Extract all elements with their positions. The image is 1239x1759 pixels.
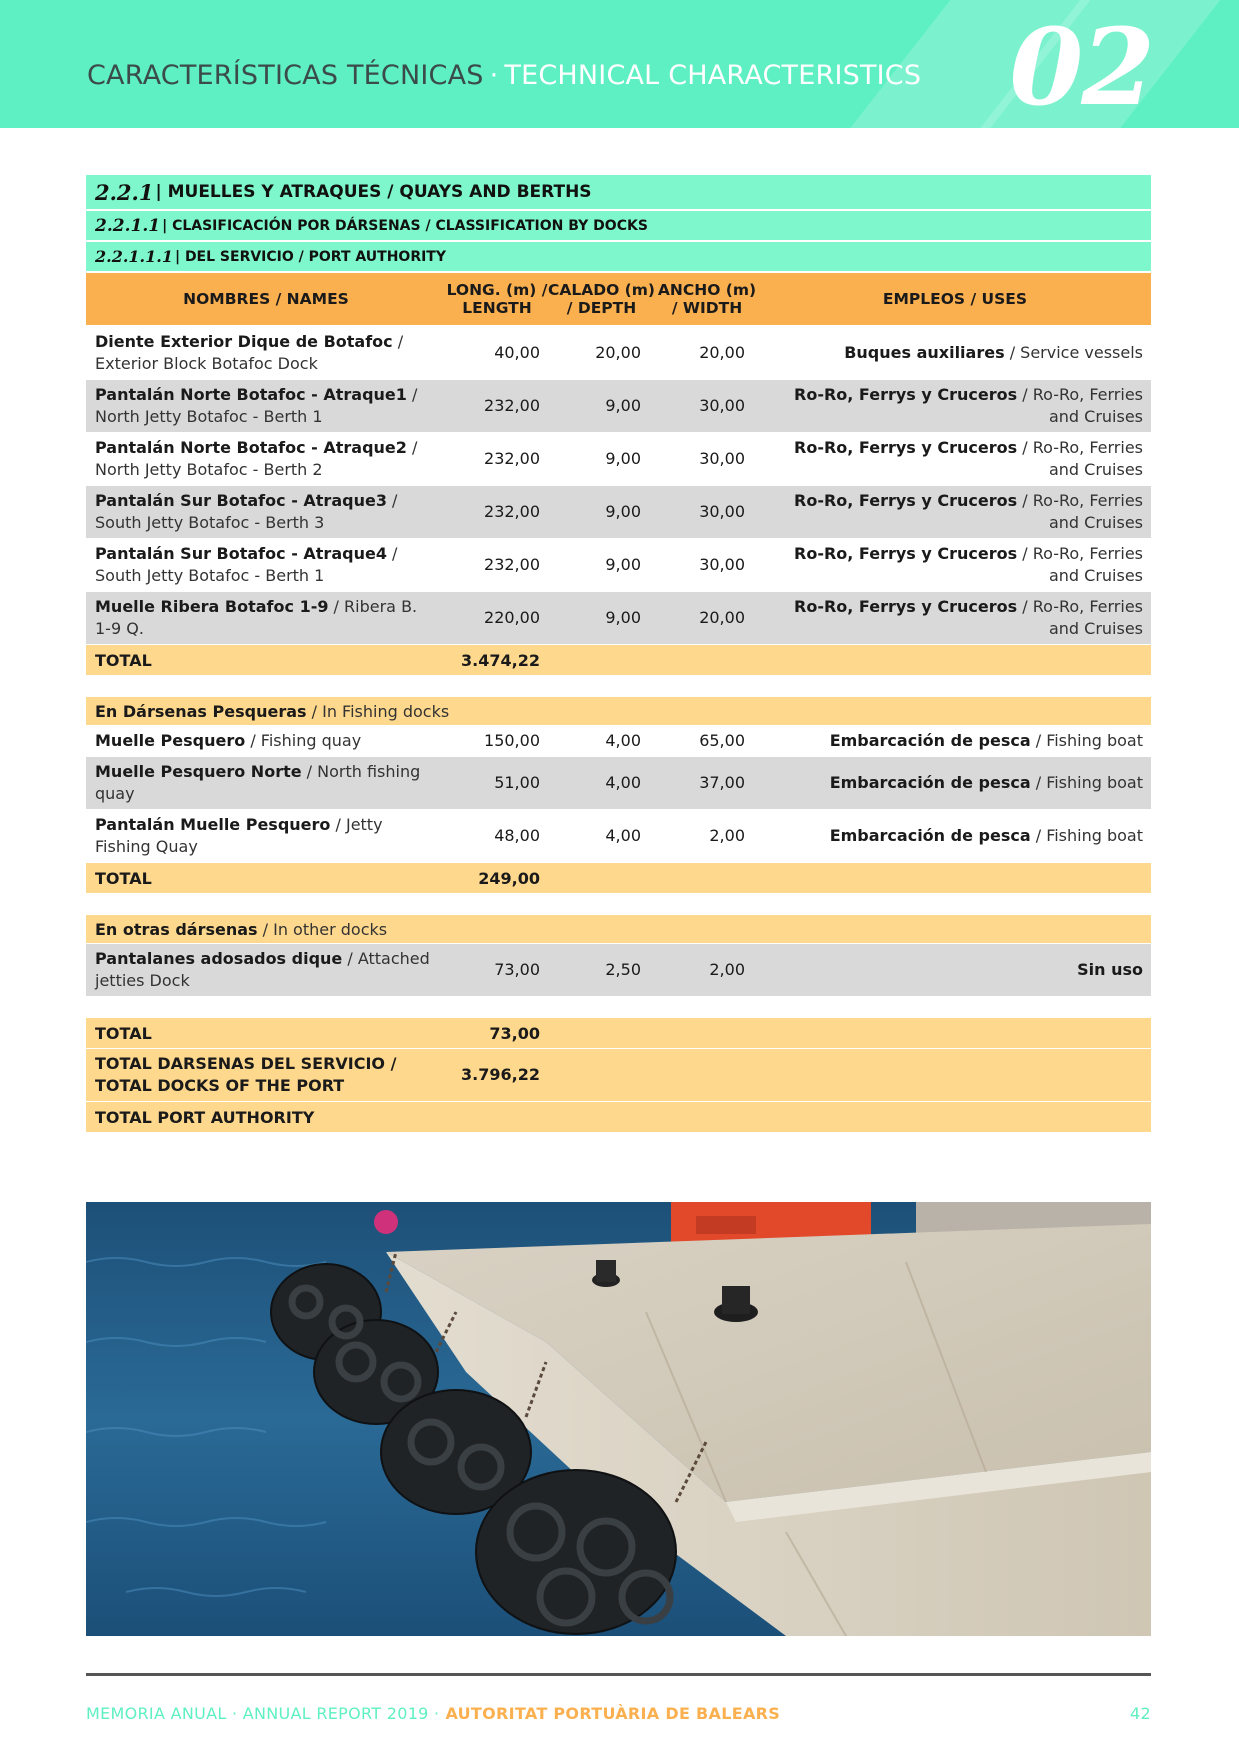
total-port-authority-label: TOTAL PORT AUTHORITY [95,1107,315,1127]
cell-depth: 4,00 [605,731,641,750]
cell-use: Ro-Ro, Ferrys y Cruceros / Ro-Ro, Ferries and Cruises [794,597,1143,638]
cell-width: 30,00 [699,449,745,468]
cell-use: Buques auxiliares / Service vessels [844,343,1143,362]
col-header-width: ANCHO (m) / WIDTH [657,281,757,317]
cell-depth: 9,00 [605,502,641,521]
cell-name: Diente Exterior Dique de Botafoc / Exterior Block Botafoc Dock [95,332,404,373]
cell-depth: 4,00 [605,826,641,845]
table-row [86,757,1151,810]
cell-use: Ro-Ro, Ferrys y Cruceros / Ro-Ro, Ferries and Cruises [794,385,1143,426]
subsection-fishing-docks: En Dársenas Pesqueras / In Fishing docks [86,697,1151,726]
total-row [86,645,1151,676]
cell-name: Pantalán Muelle Pesquero / Jetty Fishing Quay [95,815,383,856]
section-number: 2.2.1 [95,179,154,205]
cell-width: 30,00 [699,555,745,574]
footer-divider [86,1673,1151,1676]
quay-photo-illustration [86,1202,1151,1636]
cell-width: 2,00 [709,826,745,845]
total-value: 73,00 [489,1023,540,1043]
section-number: 2.2.1.1.1 [95,247,173,266]
total-label: TOTAL [95,650,152,670]
cell-width: 37,00 [699,773,745,792]
total-label: TOTAL [95,868,152,888]
total-label: TOTAL [95,1023,152,1043]
footer-organization: AUTORITAT PORTUÀRIA DE BALEARS [445,1704,781,1723]
cell-length: 232,00 [484,555,540,574]
cell-use: Sin uso [1077,960,1143,979]
section-heading-1 [86,175,1151,211]
table-row [86,539,1151,592]
chapter-number: 02 [1009,4,1153,128]
table-row [86,327,1151,380]
cell-width: 20,00 [699,343,745,362]
col-header-depth: CALADO (m) / DEPTH [548,281,656,317]
section-label: | CLASIFICACIÓN POR DÁRSENAS / CLASSIFICATION BY DOCKS [162,217,648,234]
cell-length: 73,00 [494,960,540,979]
table-header-row [86,273,1151,327]
cell-width: 2,00 [709,960,745,979]
page-number: 42 [1130,1704,1151,1723]
cell-use: Ro-Ro, Ferrys y Cruceros / Ro-Ro, Ferries and Cruises [794,438,1143,479]
title-separator: · [489,60,499,91]
total-row [86,1018,1151,1049]
section-label: | MUELLES Y ATRAQUES / QUAYS AND BERTHS [155,182,592,202]
cell-depth: 2,50 [605,960,641,979]
title-en: TECHNICAL CHARACTERISTICS [504,60,922,91]
grand-total-row [86,1049,1151,1102]
table-row [86,944,1151,997]
cell-name: Muelle Pesquero / Fishing quay [95,731,362,750]
cell-depth: 9,00 [605,608,641,627]
grand-total-value: 3.796,22 [461,1065,540,1084]
cell-name: Muelle Pesquero Norte / North fishing quay [95,762,421,803]
grand-total-label: TOTAL DARSENAS DEL SERVICIO / TOTAL DOCKS OF THE PORT [95,1054,397,1095]
section-number: 2.2.1.1 [95,215,161,236]
cell-width: 30,00 [699,396,745,415]
cell-name: Pantalán Norte Botafoc - Atraque1 / North Jetty Botafoc - Berth 1 [95,385,418,426]
cell-width: 30,00 [699,502,745,521]
table-row [86,592,1151,645]
cell-length: 232,00 [484,396,540,415]
section-heading-2 [86,211,1151,242]
subsection-other-docks: En otras dársenas / In other docks [86,915,1151,944]
cell-length: 48,00 [494,826,540,845]
cell-length: 232,00 [484,449,540,468]
table-row [86,726,1151,757]
cell-use: Ro-Ro, Ferrys y Cruceros / Ro-Ro, Ferries and Cruises [794,491,1143,532]
quay-photo [86,1202,1151,1636]
cell-depth: 4,00 [605,773,641,792]
table-row [86,433,1151,486]
cell-depth: 9,00 [605,396,641,415]
total-row [86,863,1151,894]
total-port-authority-row [86,1102,1151,1133]
table-row [86,380,1151,433]
page-title [87,60,921,91]
cell-depth: 20,00 [595,343,641,362]
cell-use: Embarcación de pesca / Fishing boat [829,773,1143,792]
col-header-length: LONG. (m) / LENGTH [446,281,548,317]
section-heading-3 [86,242,1151,273]
cell-length: 40,00 [494,343,540,362]
cell-name: Pantalán Norte Botafoc - Atraque2 / North Jetty Botafoc - Berth 2 [95,438,418,479]
cell-use: Embarcación de pesca / Fishing boat [829,731,1143,750]
col-header-names: NOMBRES / NAMES [183,290,349,308]
cell-name: Muelle Ribera Botafoc 1-9 / Ribera B. 1-9 Q. [95,597,418,638]
title-es: CARACTERÍSTICAS TÉCNICAS [87,60,484,91]
cell-depth: 9,00 [605,449,641,468]
table-row [86,486,1151,539]
cell-name: Pantalán Sur Botafoc - Atraque3 / South Jetty Botafoc - Berth 3 [95,491,398,532]
page-footer [86,1704,1151,1723]
cell-length: 150,00 [484,731,540,750]
cell-use: Embarcación de pesca / Fishing boat [829,826,1143,845]
berths-table [86,175,1151,1133]
cell-name: Pantalán Sur Botafoc - Atraque4 / South Jetty Botafoc - Berth 1 [95,544,398,585]
cell-use: Ro-Ro, Ferrys y Cruceros / Ro-Ro, Ferries and Cruises [794,544,1143,585]
total-value: 3.474,22 [461,650,540,670]
cell-width: 20,00 [699,608,745,627]
cell-length: 232,00 [484,502,540,521]
cell-width: 65,00 [699,731,745,750]
cell-length: 51,00 [494,773,540,792]
table-row [86,810,1151,863]
col-header-uses: EMPLEOS / USES [882,290,1028,308]
section-label: | DEL SERVICIO / PORT AUTHORITY [174,248,446,265]
footer-report: MEMORIA ANUAL · ANNUAL REPORT 2019 · [86,1704,440,1723]
cell-depth: 9,00 [605,555,641,574]
total-value: 249,00 [478,868,540,888]
cell-name: Pantalanes adosados dique / Attached jetties Dock [95,949,430,990]
cell-length: 220,00 [484,608,540,627]
page-header [0,0,1239,128]
